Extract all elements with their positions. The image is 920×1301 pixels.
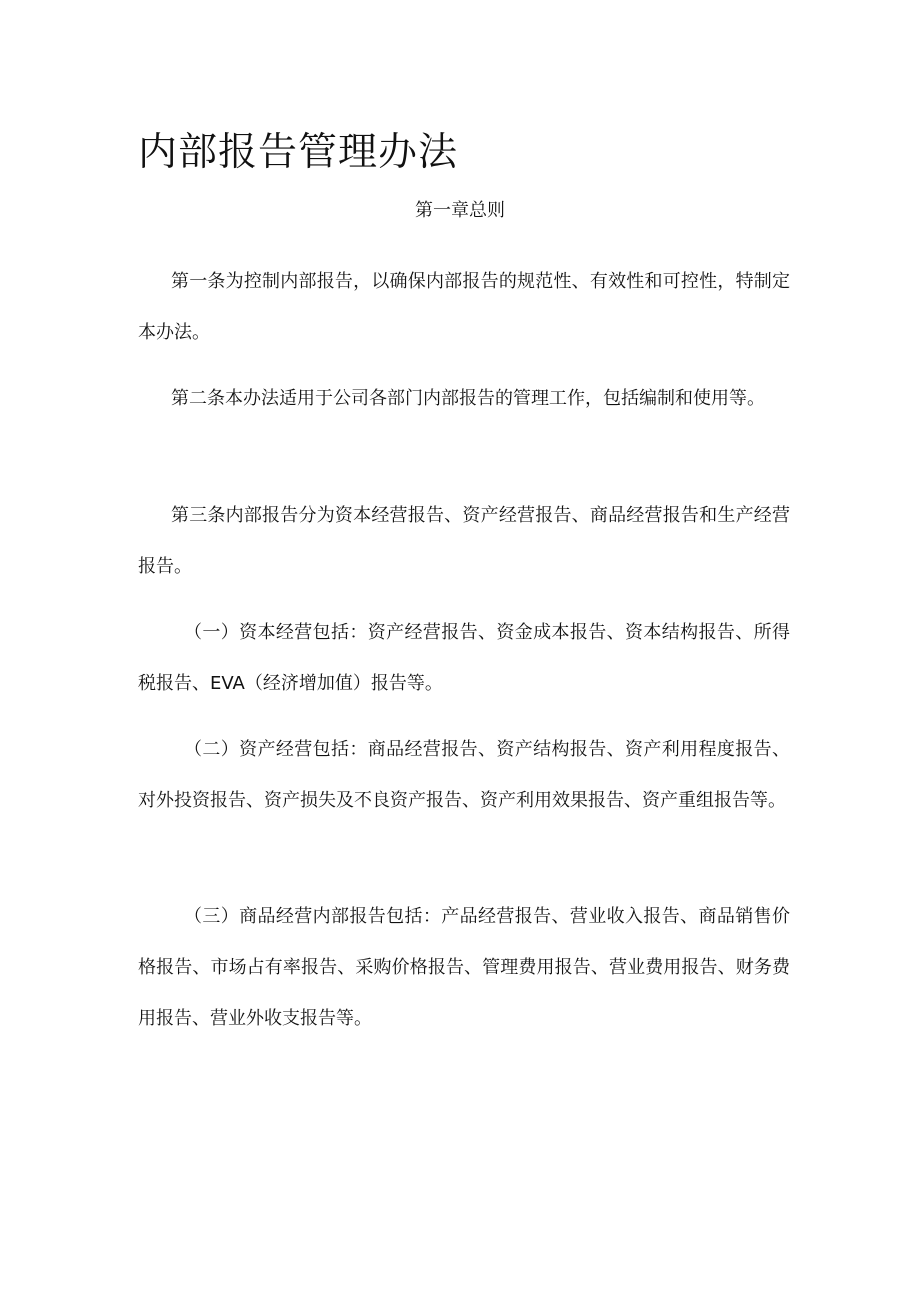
article-3-paragraph: 第三条内部报告分为资本经营报告、资产经营报告、商品经营报告和生产经营报告。 xyxy=(138,505,790,577)
item-3-paragraph: （三）商品经营内部报告包括：产品经营报告、营业收入报告、商品销售价格报告、市场占有率报告、采购价格报告、管理费用报告、营业费用报告、财务费用报告、营业外收支报告等。 xyxy=(138,906,790,1029)
chapter-heading: 第一章总则 xyxy=(415,200,505,221)
document-title: 内部报告管理办法 xyxy=(138,130,459,175)
item-1-paragraph: （一）资本经营包括：资产经营报告、资金成本报告、资本结构报告、所得税报告、EVA（经济增加值）报告等。 xyxy=(138,622,790,694)
item-2-paragraph: （二）资产经营包括：商品经营报告、资产结构报告、资产利用程度报告、对外投资报告、资产损失及不良资产报告、资产利用效果报告、资产重组报告等。 xyxy=(138,739,790,811)
article-2-paragraph: 第二条本办法适用于公司各部门内部报告的管理工作，包括编制和使用等。 xyxy=(171,388,765,409)
article-1-paragraph: 第一条为控制内部报告，以确保内部报告的规范性、有效性和可控性，特制定本办法。 xyxy=(138,271,790,343)
